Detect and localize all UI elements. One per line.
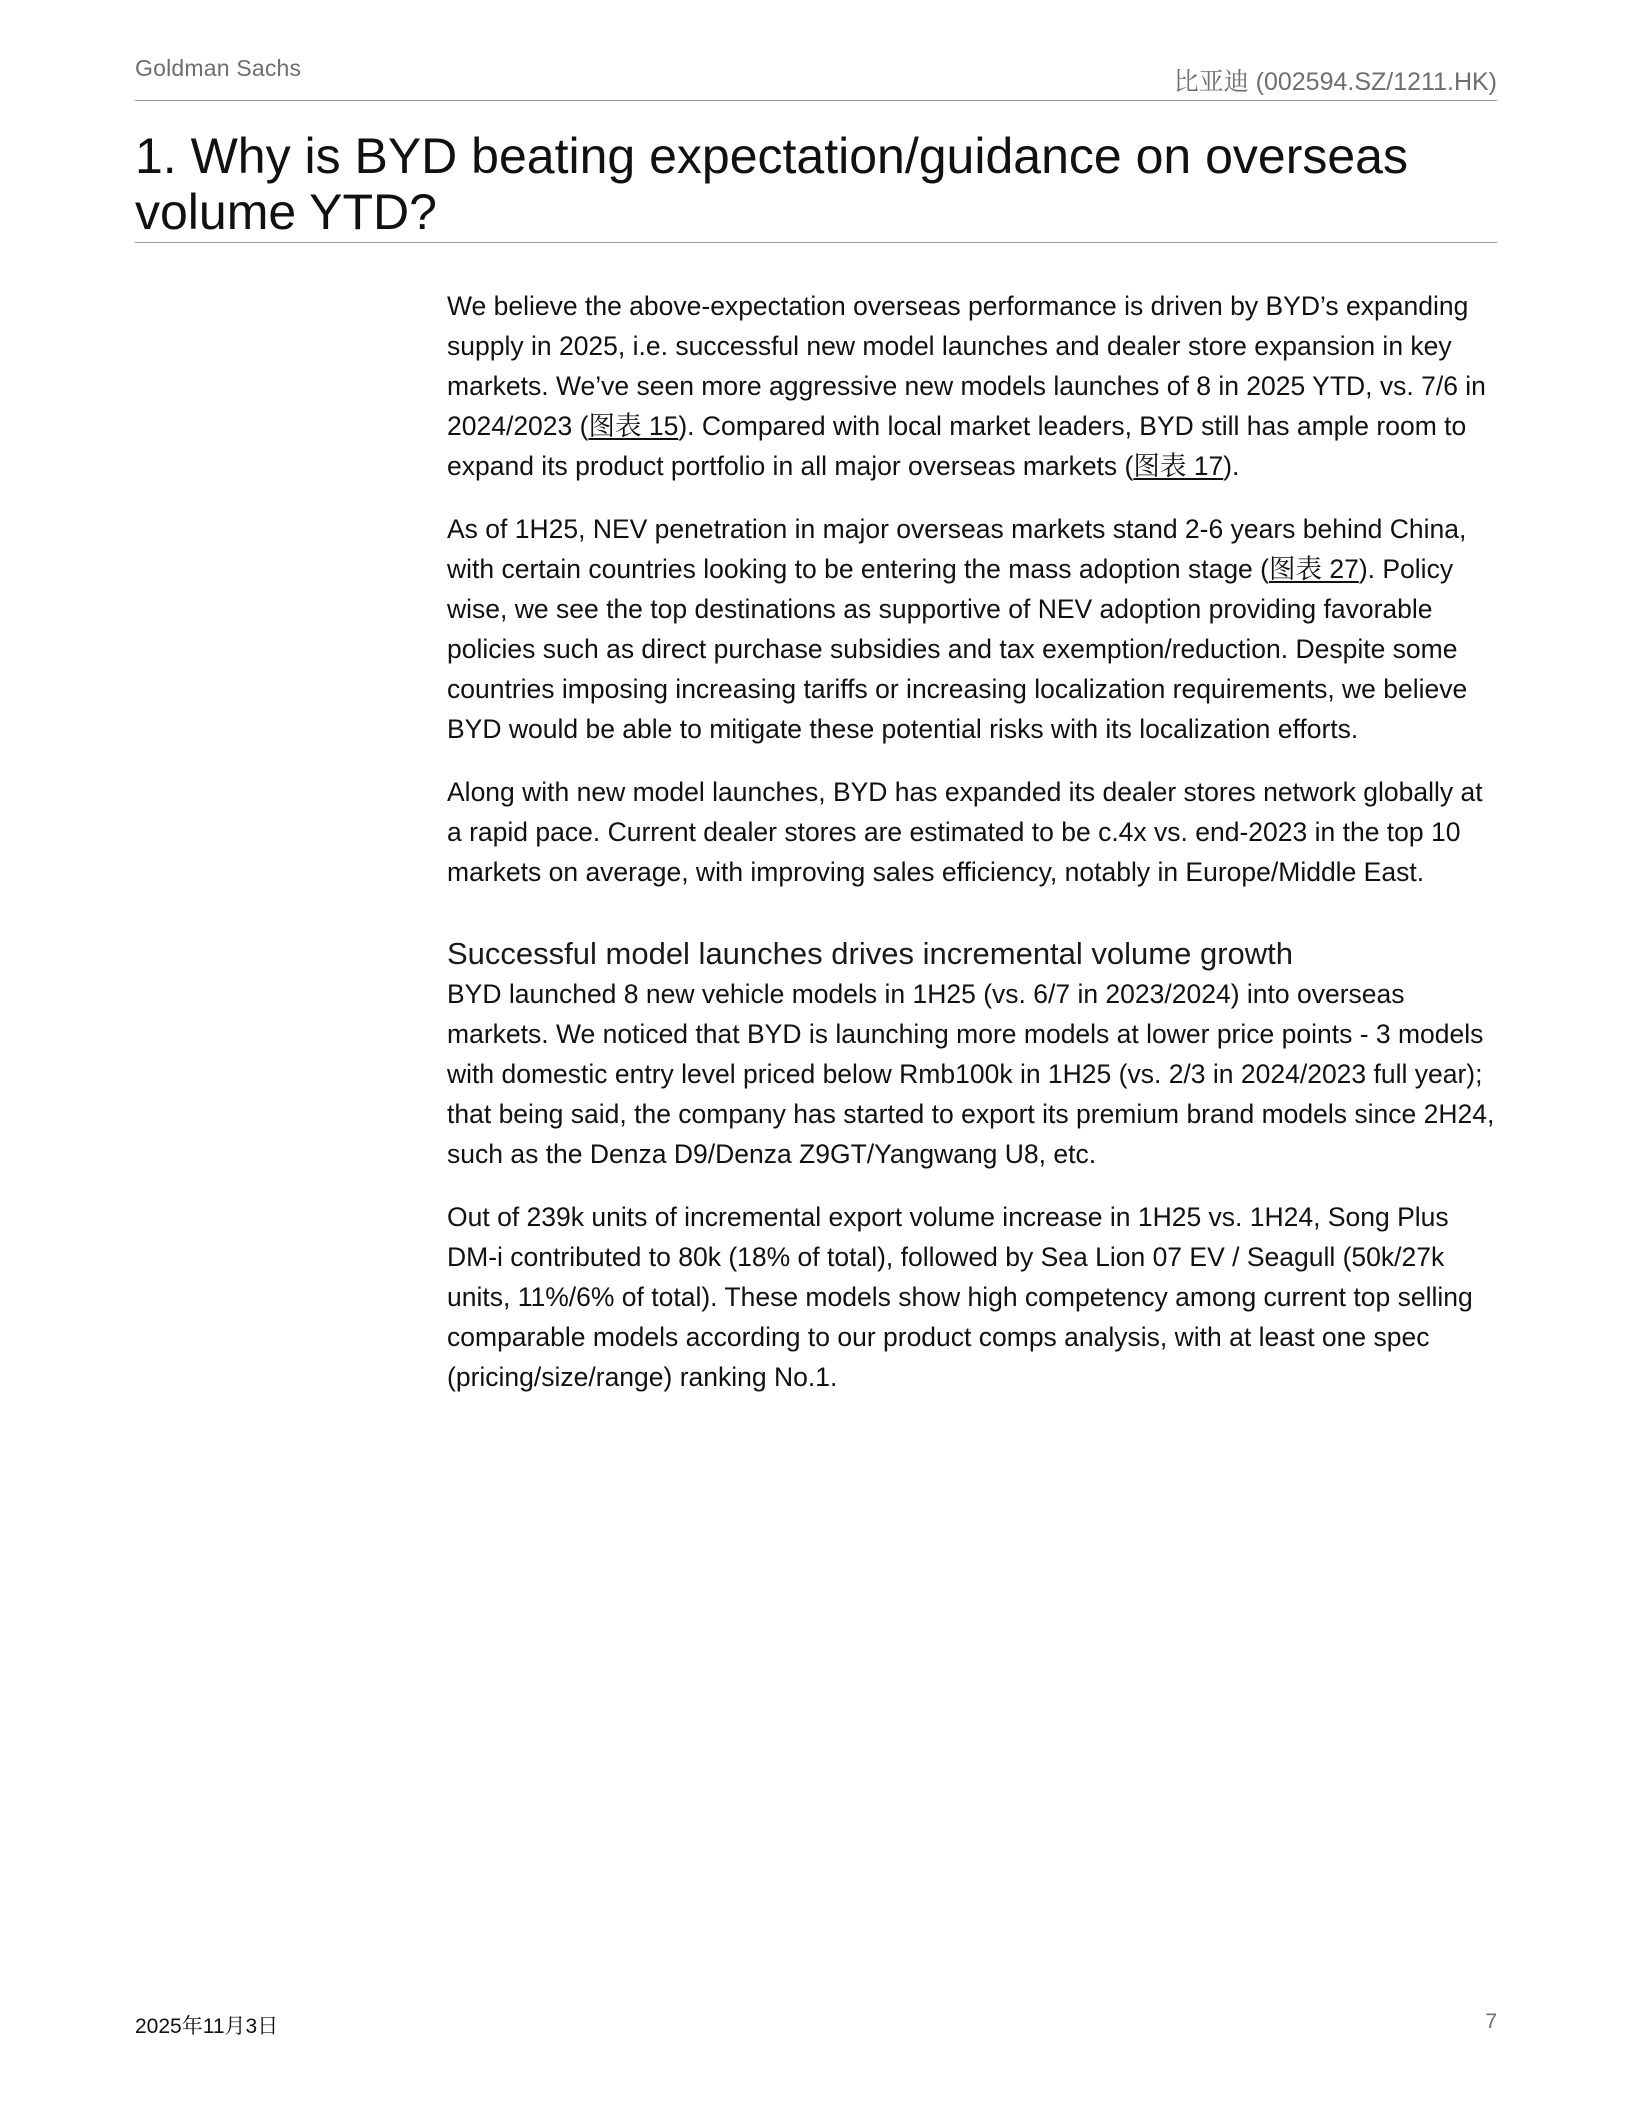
- page-number: 7: [1485, 2010, 1497, 2033]
- subheading-model-launches: Successful model launches drives incremental volume growth: [447, 936, 1294, 971]
- paragraph-text: ).: [1223, 451, 1240, 481]
- figure-27-link[interactable]: 图表 27: [1268, 554, 1359, 584]
- section-title: 1. Why is BYD beating expectation/guidance on overseas volume YTD?: [135, 128, 1408, 240]
- header-divider: [135, 100, 1497, 101]
- figure-15-link[interactable]: 图表 15: [588, 411, 679, 441]
- paragraph-incremental-volume: Out of 239k units of incremental export volume increase in 1H25 vs. 1H24, Song Plus DM-i contributed to 80k (18% of total), followed by Sea Lion 07 EV / Seagull (50k/27k units, 11%/6% of total). These models show high competency among current top selling comparable models according to our product comps analysis, with at least one spec (pricing/size/range) ranking No.1.: [447, 1202, 1473, 1392]
- paragraph-overseas-performance: [447, 286, 1497, 486]
- footer-date: 2025年11月3日: [135, 2015, 279, 2038]
- paragraph-text: We believe the above-expectation overseas performance is driven by BYD’s expanding supply in 2025, i.e. successful new model launches and dealer store expansion in key markets. We’ve seen more aggressive new models launches of 8 in 2025 YTD, vs. 7/6 in 2024/2023 (: [447, 291, 1486, 441]
- paragraph-text: ). Policy wise, we see the top destinations as supportive of NEV adoption providing favorable policies such as direct purchase subsidies and tax exemption/reduction. Despite some countries imposing increasing tariffs or increasing localization requirements, we believe BYD would be able to mitigate these potential risks with its localization efforts.: [447, 554, 1468, 744]
- paragraph-text: ). Compared with local market leaders, BYD still has ample room to expand its product portfolio in all major overseas markets (: [447, 411, 1467, 481]
- figure-17-link[interactable]: 图表 17: [1133, 451, 1224, 481]
- header-company-ticker: 比亚迪 (002594.SZ/1211.HK): [1173, 68, 1497, 96]
- title-divider: [135, 242, 1497, 243]
- paragraph-text: As of 1H25, NEV penetration in major overseas markets stand 2-6 years behind China, with certain countries looking to be entering the mass adoption stage (: [447, 514, 1467, 584]
- paragraph-new-models: BYD launched 8 new vehicle models in 1H25 (vs. 6/7 in 2023/2024) into overseas markets. We noticed that BYD is launching more models at lower price points - 3 models with domestic entry level priced below Rmb100k in 1H25 (vs. 2/3 in 2024/2023 full year); that being said, the company has started to export its premium brand models since 2H24, such as the Denza D9/Denza Z9GT/Yangwang U8, etc.: [447, 979, 1495, 1169]
- paragraph-dealer-stores: Along with new model launches, BYD has expanded its dealer stores network globally at a rapid pace. Current dealer stores are estimated to be c.4x vs. end-2023 in the top 10 markets on average, with improving sales efficiency, notably in Europe/Middle East.: [447, 777, 1483, 887]
- paragraph-nev-penetration: [447, 509, 1497, 749]
- body-column: [447, 286, 1497, 1420]
- header-brand: Goldman Sachs: [135, 55, 302, 81]
